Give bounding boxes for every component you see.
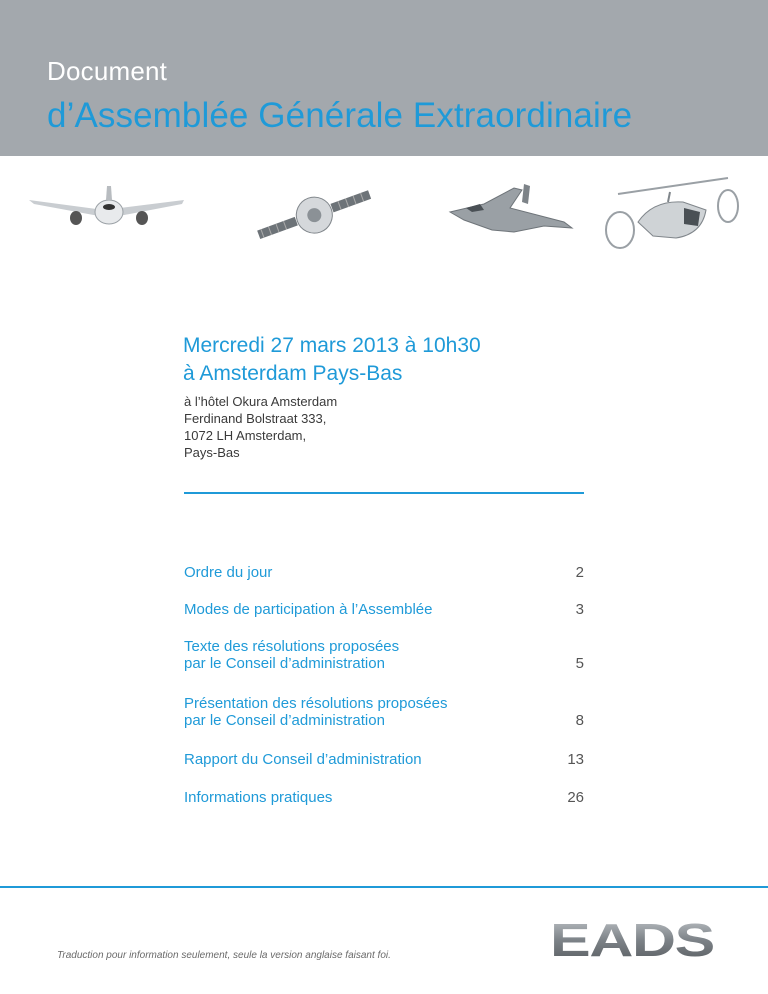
- logo-text: EADS: [550, 918, 714, 962]
- toc-page-number: 26: [567, 789, 584, 806]
- toc-label: Informations pratiques: [184, 789, 333, 806]
- toc-page-number: 8: [575, 712, 584, 729]
- toc-label: Modes de participation à l’Assemblée: [184, 601, 433, 618]
- toc-label: par le Conseil d’administration: [184, 655, 385, 672]
- toc-label: Texte des résolutions proposées: [184, 638, 400, 655]
- toc-label: Présentation des résolutions proposées: [184, 695, 448, 712]
- toc-item-texte-des-resolutions[interactable]: [184, 638, 584, 672]
- section-divider: [184, 492, 584, 494]
- event-location-line: à Amsterdam Pays-Bas: [183, 362, 403, 385]
- helicopter-image: [598, 172, 748, 252]
- toc-page-number: 13: [567, 751, 584, 768]
- venue-line: Pays-Bas: [184, 445, 240, 460]
- toc-page-number: 2: [575, 564, 584, 581]
- footer-divider: [0, 886, 768, 888]
- venue-address: [184, 393, 337, 461]
- toc-page-number: 5: [575, 655, 584, 672]
- event-date-line: Mercredi 27 mars 2013 à 10h30: [183, 334, 481, 357]
- toc-page-number: 3: [575, 601, 584, 618]
- spacecraft-image: [252, 186, 378, 248]
- toc-label: par le Conseil d’administration: [184, 712, 385, 729]
- fighter-jet-image: [444, 182, 576, 242]
- eads-logo: [548, 918, 718, 962]
- toc-item-informations-pratiques[interactable]: [184, 789, 584, 806]
- toc-item-presentation-des-resolutions[interactable]: [184, 695, 584, 729]
- toc-item-ordre-du-jour[interactable]: [184, 564, 584, 581]
- document-title: d’Assemblée Générale Extraordinaire: [47, 96, 633, 135]
- toc-item-rapport-du-conseil[interactable]: [184, 751, 584, 768]
- toc-label: Rapport du Conseil d’administration: [184, 751, 422, 768]
- airliner-image: [24, 182, 194, 237]
- event-date: [183, 332, 583, 388]
- venue-line: à l’hôtel Okura Amsterdam: [184, 394, 338, 409]
- translation-disclaimer: Traduction pour information seulement, seule la version anglaise faisant foi.: [57, 950, 391, 961]
- toc-label: Ordre du jour: [184, 564, 273, 581]
- document-label: Document: [47, 56, 168, 86]
- toc-item-modes-de-participation[interactable]: [184, 601, 584, 618]
- venue-line: Ferdinand Bolstraat 333,: [184, 411, 327, 426]
- venue-line: 1072 LH Amsterdam,: [184, 428, 307, 443]
